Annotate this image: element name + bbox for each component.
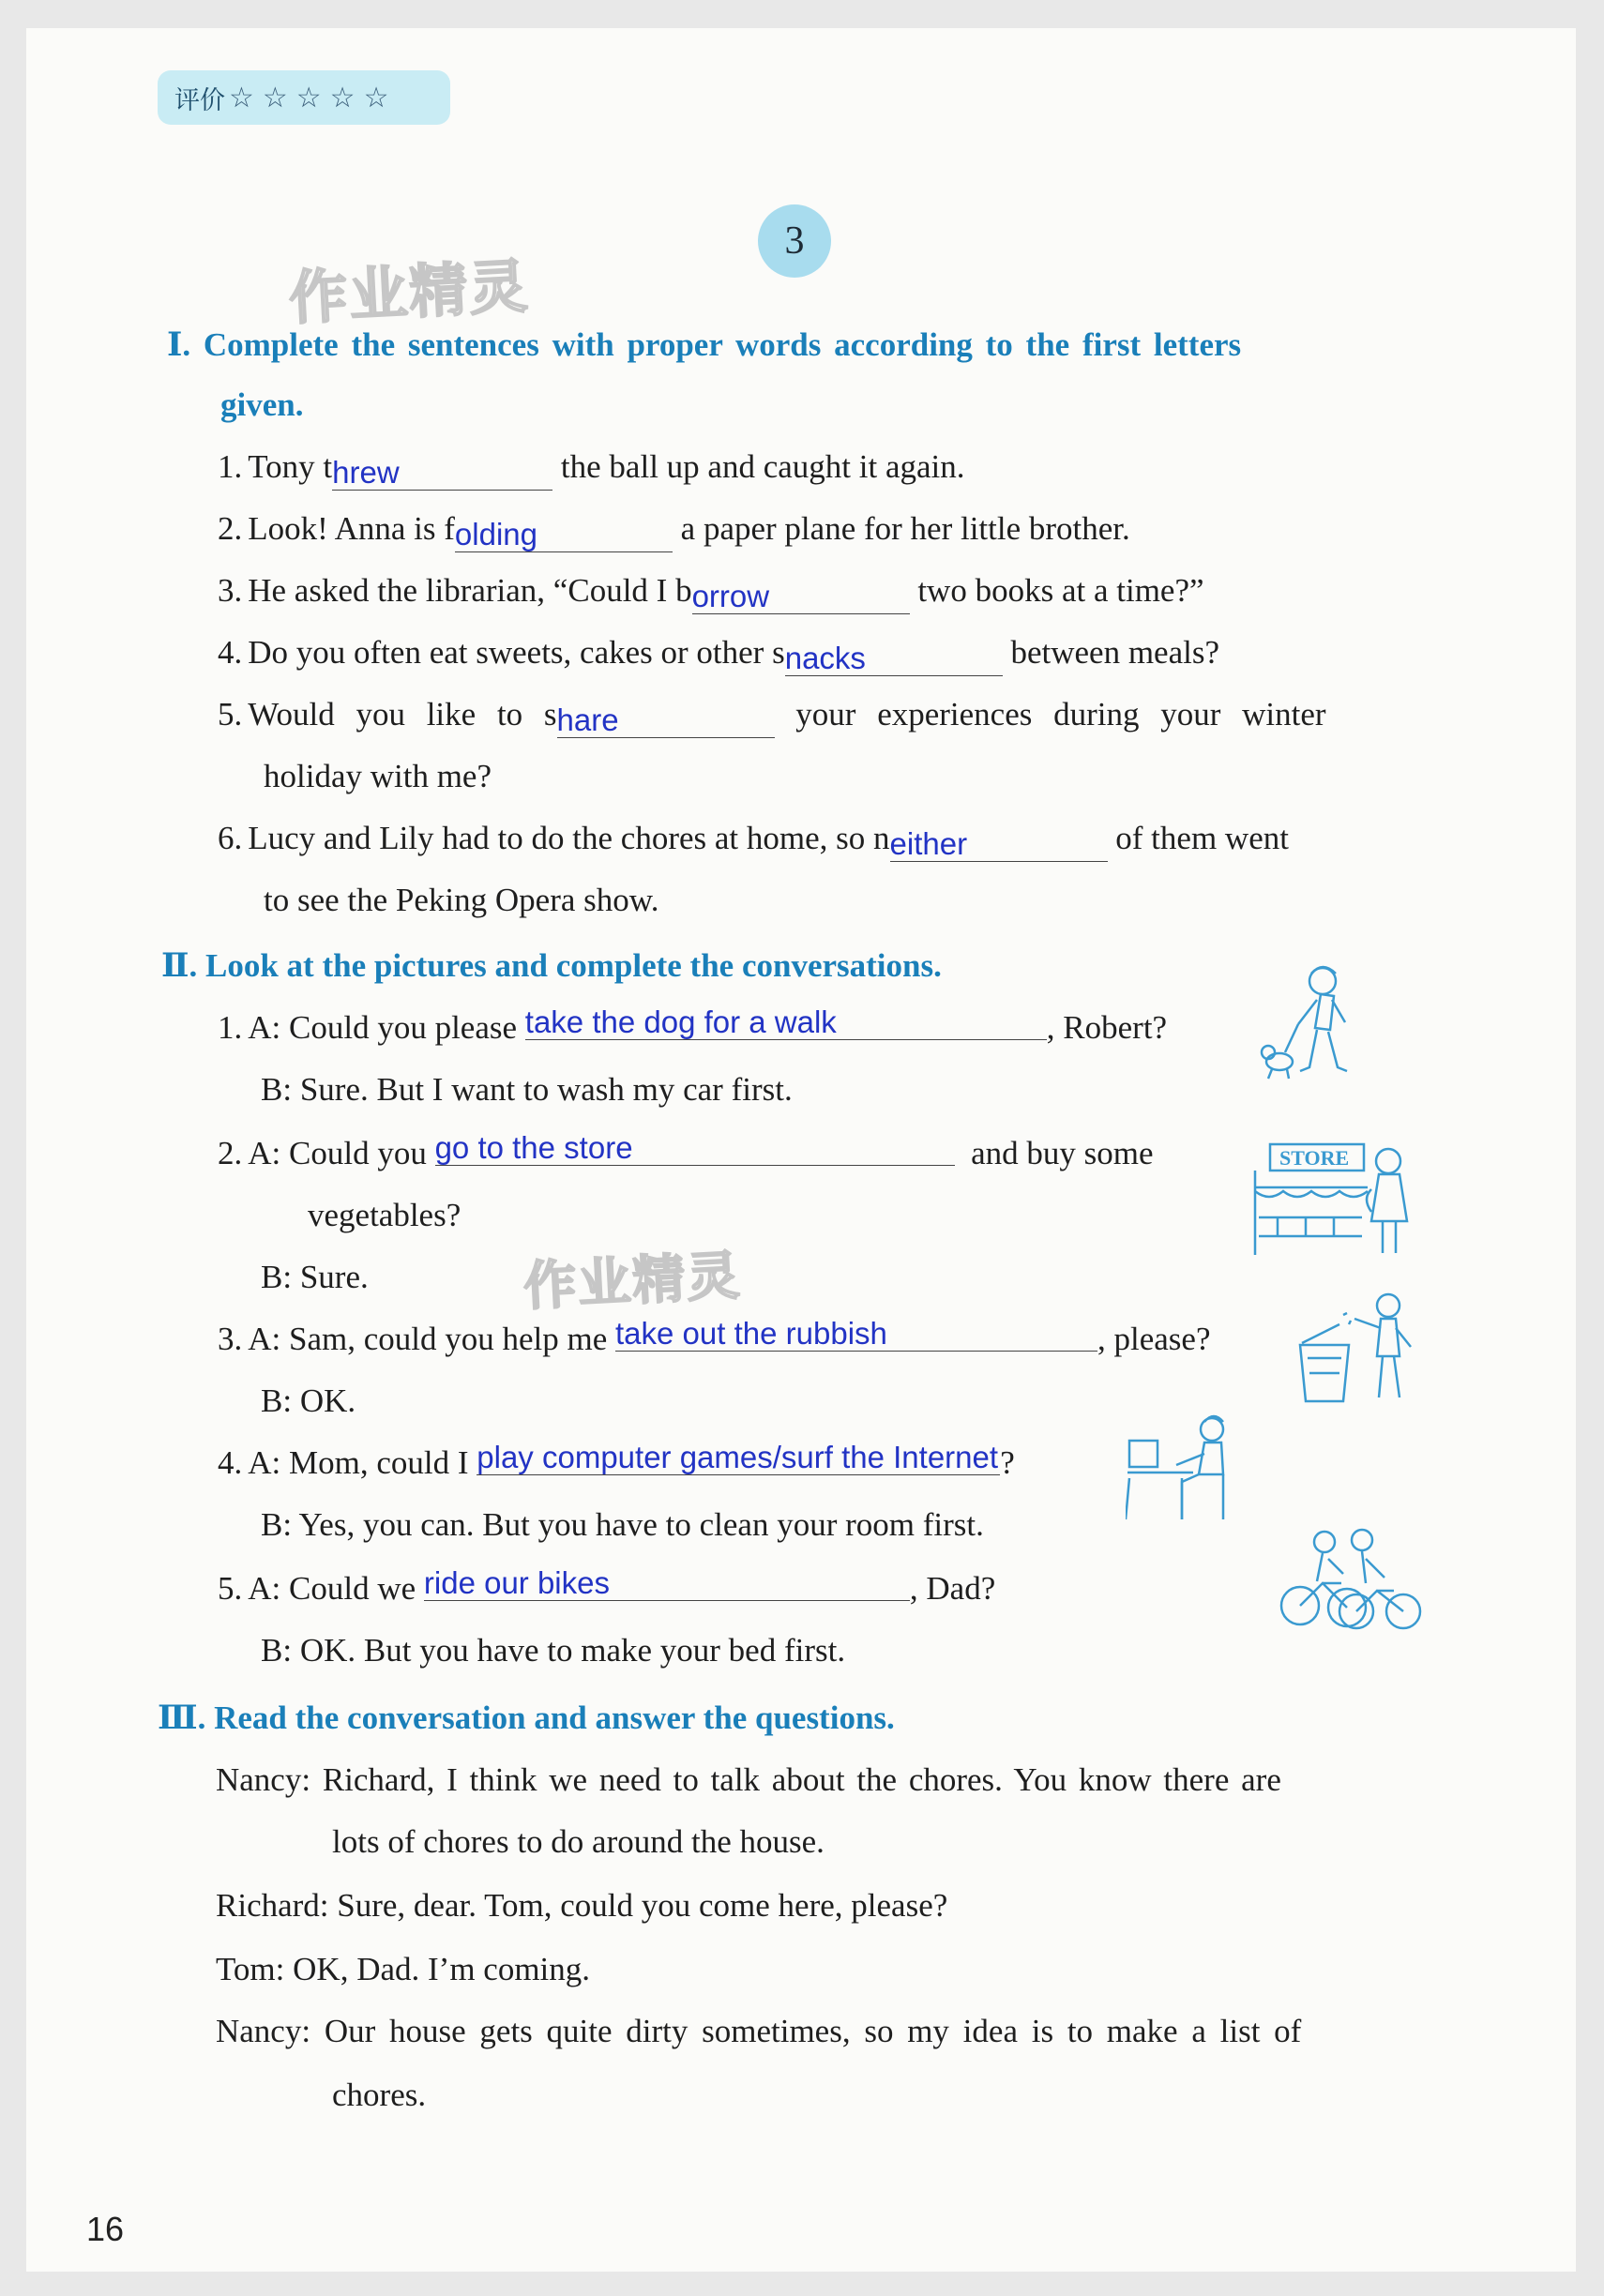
boy-taking-out-rubbish-picture bbox=[1294, 1287, 1426, 1409]
dialogue-line-cont: chores. bbox=[332, 2077, 427, 2113]
s1-item-5: 5. Would you like to share your experiences during your winter bbox=[218, 696, 1326, 737]
rating-label: 评价 bbox=[174, 85, 225, 115]
answer-blank[interactable]: nacks bbox=[785, 642, 1003, 676]
s1-item-1: 1. Tony threw the ball up and caught it again. bbox=[218, 448, 965, 490]
answer-blank[interactable]: take out the rubbish bbox=[615, 1318, 1097, 1352]
page-number: 16 bbox=[86, 2210, 125, 2248]
s2-item-4-a: 4. A: Mom, could I play computer games/surf the Internet? bbox=[218, 1440, 1015, 1481]
section1-title-line2: given. bbox=[220, 386, 304, 423]
s2-item-2-a: 2. A: Could you go to the store and buy some bbox=[218, 1130, 1154, 1171]
s2-item-5-b: B: OK. But you have to make your bed first. bbox=[261, 1632, 846, 1669]
s1-item-4: 4. Do you often eat sweets, cakes or other snacks between meals? bbox=[218, 634, 1219, 675]
s2-item-4-b: B: Yes, you can. But you have to clean your room first. bbox=[261, 1506, 984, 1543]
s1-item-5-cont: holiday with me? bbox=[264, 758, 492, 794]
s1-item-3: 3. He asked the librarian, “Could I borrow two books at a time?” bbox=[218, 572, 1204, 613]
s2-item-5-a: 5. A: Could we ride our bikes , Dad? bbox=[218, 1565, 996, 1607]
answer-blank[interactable]: olding bbox=[455, 519, 673, 552]
s1-item-2: 2. Look! Anna is folding a paper plane for her little brother. bbox=[218, 510, 1130, 551]
s2-item-1-a: 1. A: Could you please take the dog for a walk , Robert? bbox=[218, 1004, 1168, 1046]
section1-title bbox=[167, 328, 1241, 361]
girl-at-computer-picture bbox=[1126, 1412, 1238, 1525]
dialogue-line-cont: lots of chores to do around the house. bbox=[332, 1823, 825, 1860]
store-sign: STORE bbox=[1279, 1146, 1350, 1170]
answer-blank[interactable]: go to the store bbox=[435, 1132, 955, 1166]
speaker: Richard: bbox=[216, 1887, 329, 1924]
section1-title-line1: Complete the sentences with proper words according to the first letters bbox=[203, 326, 1242, 363]
speaker: Nancy: bbox=[216, 2013, 311, 2049]
unit-number: 3 bbox=[758, 204, 831, 278]
s2-item-3-a: 3. A: Sam, could you help me take out the rubbish , please? bbox=[218, 1316, 1211, 1357]
answer-blank[interactable]: hare bbox=[557, 704, 775, 738]
rating-badge bbox=[158, 70, 450, 125]
answer-blank[interactable]: ride our bikes bbox=[424, 1567, 910, 1601]
answer-blank[interactable]: either bbox=[890, 828, 1108, 862]
s2-item-2-b: B: Sure. bbox=[261, 1259, 369, 1295]
section2-numeral: Ⅱ. bbox=[161, 947, 198, 984]
watermark: 作业精灵 bbox=[522, 1245, 743, 1319]
section1-numeral: Ⅰ. bbox=[167, 326, 191, 363]
section3-title: Ⅲ. Read the conversation and answer the questions. bbox=[158, 1699, 895, 1736]
boy-walking-dog-picture bbox=[1255, 959, 1368, 1090]
answer-blank[interactable]: hrew bbox=[332, 457, 552, 491]
s2-item-2-cont: vegetables? bbox=[308, 1197, 462, 1233]
speaker: Nancy: bbox=[216, 1761, 311, 1798]
answer-blank[interactable]: take the dog for a walk bbox=[525, 1006, 1047, 1040]
s1-item-6: 6. Lucy and Lily had to do the chores at home, so neither of them went bbox=[218, 820, 1289, 861]
speaker: Tom: bbox=[216, 1951, 285, 1987]
s1-item-6-cont: to see the Peking Opera show. bbox=[264, 882, 659, 918]
rating-stars[interactable]: ☆☆☆☆☆ bbox=[229, 81, 398, 114]
dialogue-line: Richard: Sure, dear. Tom, could you come here, please? bbox=[216, 1887, 948, 1924]
s2-item-1-b: B: Sure. But I want to wash my car first. bbox=[261, 1071, 793, 1108]
watermark: 作业精灵 bbox=[287, 251, 532, 333]
section3-numeral: Ⅲ. bbox=[158, 1699, 206, 1736]
dialogue-line: Nancy: Our house gets quite dirty sometimes, so my idea is to make a list of bbox=[216, 2013, 1302, 2049]
dialogue-line: Nancy: Richard, I think we need to talk about the chores. You know there are bbox=[216, 1761, 1281, 1798]
section2-title: Ⅱ. Look at the pictures and complete the conversations. bbox=[161, 947, 942, 984]
answer-blank[interactable]: orrow bbox=[692, 581, 910, 614]
store-picture bbox=[1249, 1133, 1418, 1264]
dialogue-line: Tom: OK, Dad. I’m coming. bbox=[216, 1951, 591, 1987]
s2-item-3-b: B: OK. bbox=[261, 1382, 356, 1419]
riding-bikes-picture bbox=[1272, 1521, 1431, 1634]
answer-blank[interactable]: play computer games/surf the Internet bbox=[477, 1442, 1000, 1475]
